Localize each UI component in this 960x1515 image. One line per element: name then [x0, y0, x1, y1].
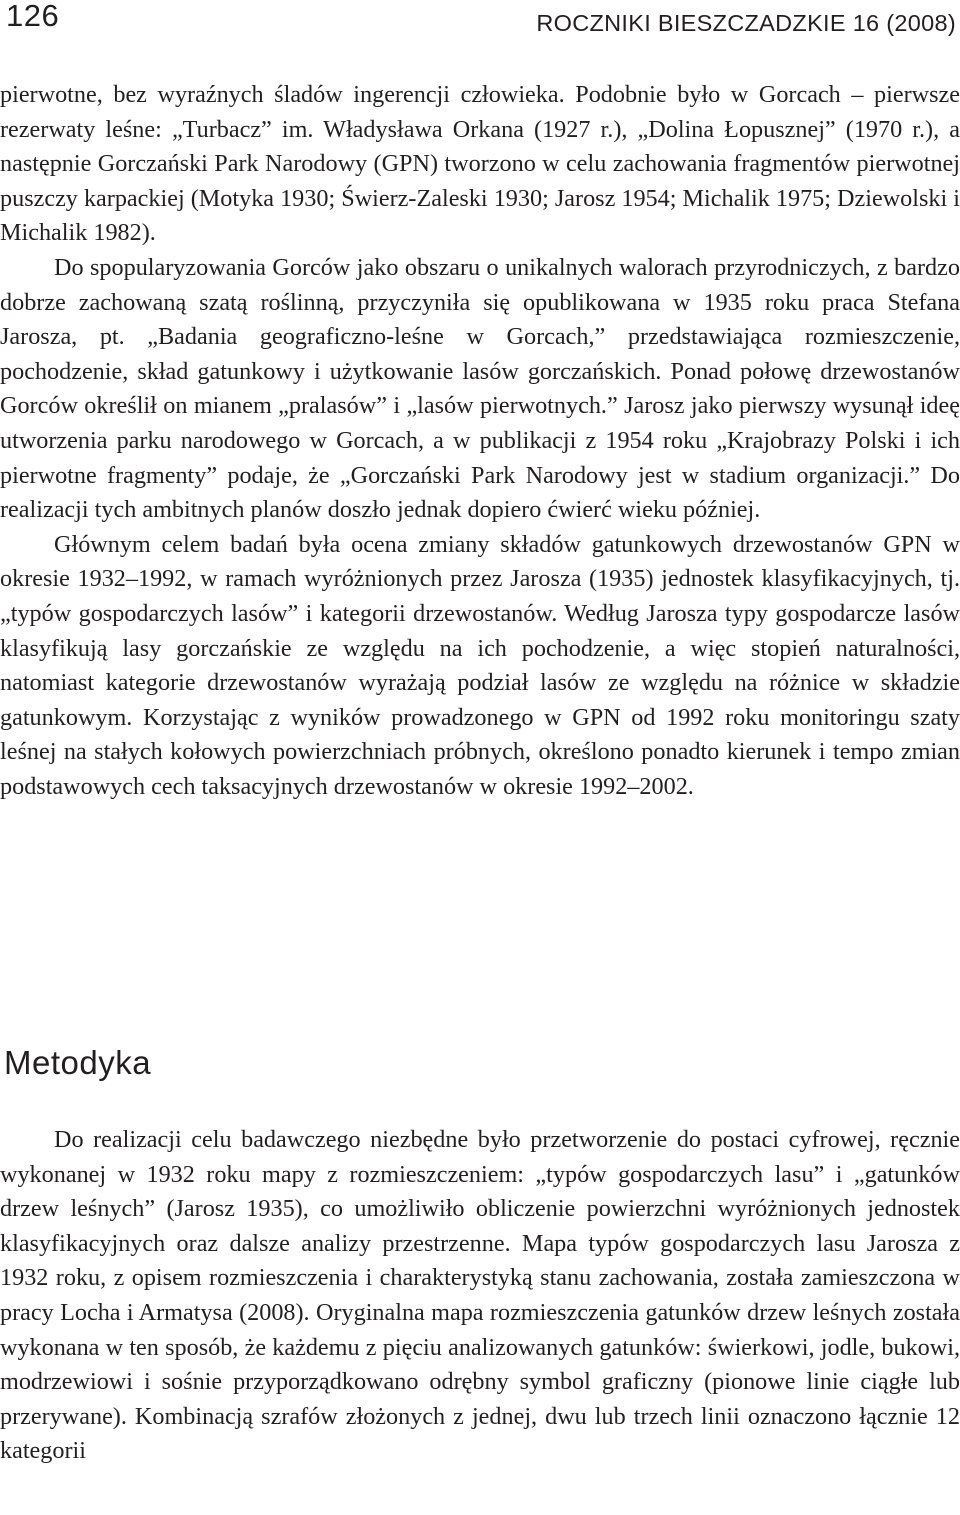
- paragraph: Do realizacji celu badawczego niezbędne było przetworzenie do postaci cyfrowej, ręcznie wykonanej w 1932 roku mapy z rozmieszczeniem: „typów gospodarczych lasu” i „gatunków drzew leśnych” (Jarosz 1935), co umożliwiło obliczenie powierzchni wyróżnionych jednostek klasyfikacyjnych oraz dalsze analizy przestrzenne. Mapa typów gospodarczych lasu Jarosza z 1932 roku, z opisem rozmieszczenia i charakterystyką stanu zachowania, została zamieszczona w pracy Locha i Armatysa (2008). Oryginalna mapa rozmieszczenia gatunków drzew leśnych została wykonana w ten sposób, że każdemu z pięciu analizowanych gatunków: świerkowi, jodle, bukowi, modrzewiowi i sośnie przyporządkowano odrębny symbol graficzny (pionowe linie ciągłe lub przerywane). Kombinacją szrafów złożonych z jednej, dwu lub trzech linii oznaczono łącznie 12 kategorii: [0, 1126, 960, 1465]
- section-body: [0, 1123, 960, 1469]
- journal-title: ROCZNIKI BIESZCZADZKIE 16 (2008): [536, 10, 956, 36]
- running-header: [6, 0, 956, 44]
- page-number: 126: [6, 0, 60, 33]
- paragraph-continuation: pierwotne, bez wyraźnych śladów ingerencji człowieka. Podobnie było w Gorcach – pierwsze rezerwaty leśne: „Turbacz” im. Władysława Orkana (1927 r.), „Dolina Łopusznej” (1970 r.), a następnie Gorczański Park Narodowy (GPN) tworzono w celu zachowania fragmentów pierwotnej puszczy karpackiej (Motyka 1930; Świerz-Zaleski 1930; Jarosz 1954; Michalik 1975; Dziewolski i Michalik 1982).: [0, 81, 960, 247]
- paragraph: Do spopularyzowania Gorców jako obszaru o unikalnych walorach przyrodniczych, z bardzo dobrze zachowaną szatą roślinną, przyczyniła się opublikowana w 1935 roku praca Stefana Jarosza, pt. „Badania geograficzno-leśne w Gorcach,” przedstawiająca rozmieszczenie, pochodzenie, skład gatunkowy i użytkowanie lasów gorczańskich. Ponad połowę drzewostanów Gorców określił on mianem „pralasów” i „lasów pierwotnych.” Jarosz jako pierwszy wysunął ideę utworzenia parku narodowego w Gorcach, a w publikacji z 1954 roku „Krajobrazy Polski i ich pierwotne fragmenty” podaje, że „Gorczański Park Narodowy jest w stadium organizacji.” Do realizacji tych ambitnych planów doszło jednak dopiero ćwierć wieku później.: [0, 253, 960, 524]
- section-heading: Metodyka: [4, 1044, 152, 1081]
- body-text: [0, 78, 960, 804]
- paragraph: Głównym celem badań była ocena zmiany składów gatunkowych drzewostanów GPN w okresie 1932–1992, w ramach wyróżnionych przez Jarosza (1935) jednostek klasyfikacyjnych, tj. „typów gospodarczych lasów” i kategorii drzewostanów. Według Jarosza typy gospodarcze lasów klasyfikują lasy gorczańskie ze względu na ich pochodzenie, a więc stopień naturalności, natomiast kategorie drzewostanów wyrażają podział lasów ze względu na różnice w składzie gatunkowym. Korzystając z wyników prowadzonego w GPN od 1992 roku monitoringu szaty leśnej na stałych kołowych powierzchniach próbnych, określono ponadto kierunek i tempo zmian podstawowych cech taksacyjnych drzewostanów w okresie 1992–2002.: [0, 530, 960, 800]
